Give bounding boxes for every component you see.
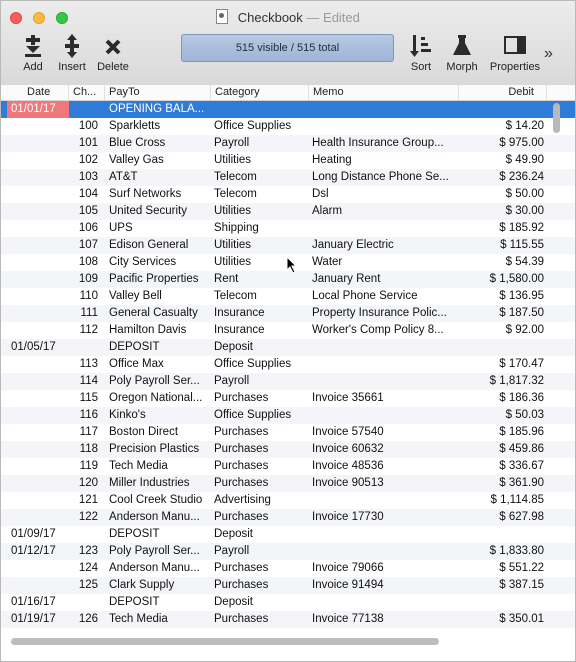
cell-memo: January Electric bbox=[312, 239, 394, 251]
cell-date: 01/19/17 bbox=[11, 613, 56, 625]
column-header-debit[interactable]: Debit bbox=[459, 85, 547, 100]
cell-date bbox=[11, 509, 69, 526]
cell-date bbox=[11, 577, 69, 594]
column-header-check[interactable]: Ch... bbox=[69, 85, 105, 100]
cell-payto: Kinko's bbox=[109, 409, 146, 421]
cell-date bbox=[11, 203, 69, 220]
cell-date: 01/01/17 bbox=[7, 101, 69, 118]
cell-check-number: 108 bbox=[78, 256, 98, 268]
cell-category: Office Supplies bbox=[214, 409, 292, 421]
cell-debit: $ 1,114.85 bbox=[490, 494, 544, 506]
cell-debit: $ 92.00 bbox=[505, 324, 544, 336]
cell-debit: $ 136.95 bbox=[499, 290, 544, 302]
cell-category: Telecom bbox=[214, 290, 257, 302]
delete-x-icon bbox=[103, 33, 123, 59]
cell-memo bbox=[312, 594, 457, 611]
cell-payto: Office Max bbox=[109, 358, 164, 370]
cell-debit: $ 1,817.32 bbox=[489, 375, 544, 387]
table-row[interactable] bbox=[1, 118, 575, 135]
cell-debit bbox=[459, 339, 544, 356]
table-row[interactable] bbox=[1, 560, 575, 577]
cell-category: Telecom bbox=[214, 188, 257, 200]
cell-debit: $ 187.50 bbox=[499, 307, 544, 319]
cell-date bbox=[11, 560, 69, 577]
table-row[interactable] bbox=[1, 220, 575, 237]
toolbar-overflow-chevron-icon[interactable]: » bbox=[544, 45, 553, 62]
cell-payto: United Security bbox=[109, 205, 187, 217]
table-row[interactable] bbox=[1, 186, 575, 203]
cell-date bbox=[11, 169, 69, 186]
cell-memo bbox=[312, 220, 457, 237]
cell-debit: $ 387.15 bbox=[499, 579, 544, 591]
table-row[interactable] bbox=[1, 322, 575, 339]
cell-payto: Poly Payroll Ser... bbox=[109, 375, 200, 387]
cell-payto: Oregon National... bbox=[109, 392, 203, 404]
cell-check-number: 122 bbox=[78, 511, 98, 523]
cell-memo bbox=[312, 373, 457, 390]
table-row[interactable] bbox=[1, 543, 575, 560]
cell-memo: Invoice 79066 bbox=[312, 562, 384, 574]
cell-check-number: 120 bbox=[78, 477, 98, 489]
cell-memo bbox=[312, 101, 457, 118]
visible-count-display: 515 visible / 515 total bbox=[181, 34, 394, 62]
mouse-pointer-icon bbox=[286, 256, 298, 274]
table-row[interactable] bbox=[1, 305, 575, 322]
cell-category: Telecom bbox=[214, 171, 257, 183]
table-body bbox=[1, 101, 575, 628]
cell-category: Office Supplies bbox=[214, 120, 292, 132]
add-button-label: Add bbox=[23, 61, 43, 73]
window-title: Checkbook bbox=[237, 10, 303, 25]
cell-memo: Health Insurance Group... bbox=[312, 137, 444, 149]
cell-debit: $ 14.20 bbox=[505, 120, 544, 132]
table-row[interactable] bbox=[1, 475, 575, 492]
cell-debit bbox=[459, 594, 544, 611]
table-row[interactable] bbox=[1, 407, 575, 424]
cell-check-number: 114 bbox=[79, 375, 98, 387]
cell-payto: Poly Payroll Ser... bbox=[109, 545, 200, 557]
sort-button-label: Sort bbox=[410, 61, 432, 73]
column-header-category[interactable]: Category bbox=[211, 85, 309, 100]
cell-date bbox=[11, 186, 69, 203]
cell-memo bbox=[312, 407, 457, 424]
cell-payto: DEPOSIT bbox=[109, 528, 160, 540]
cell-check-number: 107 bbox=[78, 239, 98, 251]
cell-category: Purchases bbox=[214, 392, 269, 404]
cell-memo bbox=[312, 492, 457, 509]
cell-payto: Valley Bell bbox=[109, 290, 162, 302]
cell-memo: Local Phone Service bbox=[312, 290, 418, 302]
cell-payto: DEPOSIT bbox=[109, 596, 160, 608]
cell-date bbox=[11, 424, 69, 441]
cell-check-number bbox=[71, 101, 98, 118]
cell-check-number: 101 bbox=[78, 137, 98, 149]
cell-check-number bbox=[71, 526, 98, 543]
cell-memo: Invoice 60632 bbox=[312, 443, 384, 455]
cell-check-number: 113 bbox=[79, 358, 98, 370]
cell-date: 01/16/17 bbox=[11, 596, 56, 608]
cell-payto: Tech Media bbox=[109, 460, 168, 472]
cell-memo bbox=[312, 356, 457, 373]
cell-date bbox=[11, 152, 69, 169]
cell-memo bbox=[312, 543, 457, 560]
document-icon bbox=[216, 9, 228, 24]
cell-memo: Property Insurance Polic... bbox=[312, 307, 447, 319]
cell-memo bbox=[312, 118, 457, 135]
cell-category: Payroll bbox=[214, 545, 250, 557]
table-row[interactable] bbox=[1, 611, 575, 628]
cell-check-number: 111 bbox=[80, 307, 98, 319]
cell-memo: Heating bbox=[312, 154, 352, 166]
cell-category: Payroll bbox=[214, 137, 250, 149]
cell-payto: Boston Direct bbox=[109, 426, 179, 438]
cell-debit: $ 115.55 bbox=[500, 239, 544, 251]
cell-check-number: 115 bbox=[79, 392, 98, 404]
cell-debit: $ 185.96 bbox=[499, 426, 544, 438]
cell-debit: $ 185.92 bbox=[499, 222, 544, 234]
cell-payto: UPS bbox=[109, 222, 133, 234]
table-row[interactable] bbox=[1, 203, 575, 220]
cell-date: 01/12/17 bbox=[11, 545, 56, 557]
table-row-selected[interactable] bbox=[1, 101, 575, 118]
cell-memo: Invoice 90513 bbox=[312, 477, 384, 489]
cell-memo: Invoice 77138 bbox=[312, 613, 384, 625]
cell-category: Utilities bbox=[214, 239, 252, 251]
cell-debit: $ 50.03 bbox=[505, 409, 544, 421]
cell-check-number: 121 bbox=[78, 494, 98, 506]
cell-debit: $ 1,580.00 bbox=[489, 273, 544, 285]
horizontal-scrollbar[interactable] bbox=[11, 638, 561, 648]
cell-payto: Tech Media bbox=[109, 613, 168, 625]
cell-debit: $ 170.47 bbox=[499, 358, 544, 370]
table-row[interactable] bbox=[1, 424, 575, 441]
cell-debit: $ 627.98 bbox=[499, 511, 544, 523]
cell-category: Insurance bbox=[214, 324, 265, 336]
table-row[interactable] bbox=[1, 594, 575, 611]
cell-category: Purchases bbox=[214, 613, 269, 625]
cell-debit: $ 975.00 bbox=[499, 137, 544, 149]
window-edited-status: — Edited bbox=[306, 10, 360, 25]
cell-debit: $ 49.90 bbox=[505, 154, 544, 166]
cell-category: Purchases bbox=[214, 443, 269, 455]
cell-debit: $ 459.86 bbox=[499, 443, 544, 455]
cell-payto: Anderson Manu... bbox=[109, 511, 200, 523]
cell-category bbox=[214, 101, 308, 118]
cell-date bbox=[11, 237, 69, 254]
table-row[interactable] bbox=[1, 373, 575, 390]
insert-button-label: Insert bbox=[58, 61, 86, 73]
cell-debit: $ 1,833.80 bbox=[489, 545, 544, 557]
cell-payto: Cool Creek Studio bbox=[109, 494, 203, 506]
cell-payto: Pacific Properties bbox=[109, 273, 199, 285]
cell-date: 01/09/17 bbox=[11, 528, 56, 540]
cell-category: Deposit bbox=[214, 596, 253, 608]
cell-payto: Valley Gas bbox=[109, 154, 164, 166]
cell-check-number: 100 bbox=[78, 120, 98, 132]
cell-payto: OPENING BALA... bbox=[109, 103, 205, 115]
cell-check-number: 104 bbox=[78, 188, 98, 200]
cell-date bbox=[11, 373, 69, 390]
table-row[interactable] bbox=[1, 526, 575, 543]
morph-button[interactable] bbox=[443, 33, 481, 73]
cell-check-number: 103 bbox=[78, 171, 98, 183]
delete-button-label: Delete bbox=[97, 61, 129, 73]
checkbook-table bbox=[1, 85, 575, 637]
cell-check-number: 110 bbox=[79, 290, 98, 302]
cell-date bbox=[11, 288, 69, 305]
cell-date bbox=[11, 305, 69, 322]
sort-icon bbox=[410, 33, 432, 59]
cell-category: Utilities bbox=[214, 205, 252, 217]
delete-button[interactable] bbox=[95, 33, 131, 73]
column-header-date[interactable]: Date bbox=[7, 85, 69, 100]
cell-debit: $ 336.67 bbox=[499, 460, 544, 472]
cell-category: Purchases bbox=[214, 477, 269, 489]
sort-button[interactable] bbox=[405, 33, 437, 73]
cell-check-number: 117 bbox=[79, 426, 98, 438]
cell-category: Payroll bbox=[214, 375, 250, 387]
cell-date bbox=[11, 135, 69, 152]
add-record-icon bbox=[23, 33, 43, 59]
morph-button-label: Morph bbox=[446, 61, 478, 73]
cell-date bbox=[11, 475, 69, 492]
cell-category: Purchases bbox=[214, 426, 269, 438]
column-header-memo[interactable]: Memo bbox=[309, 85, 459, 100]
table-row[interactable] bbox=[1, 356, 575, 373]
cell-payto: Precision Plastics bbox=[109, 443, 200, 455]
cell-check-number: 123 bbox=[78, 545, 98, 557]
table-row[interactable] bbox=[1, 509, 575, 526]
insert-record-icon bbox=[62, 33, 82, 59]
cell-memo: Alarm bbox=[312, 205, 343, 217]
cell-debit: $ 551.22 bbox=[499, 562, 544, 574]
cell-check-number: 124 bbox=[78, 562, 98, 574]
cell-debit: $ 236.24 bbox=[499, 171, 544, 183]
cell-date bbox=[11, 441, 69, 458]
cell-memo bbox=[312, 339, 457, 356]
cell-memo: Invoice 57540 bbox=[312, 426, 384, 438]
cell-payto: DEPOSIT bbox=[109, 341, 160, 353]
cell-memo: Invoice 17730 bbox=[312, 511, 384, 523]
table-row[interactable] bbox=[1, 339, 575, 356]
cell-category: Deposit bbox=[214, 528, 253, 540]
cell-check-number: 116 bbox=[79, 409, 98, 421]
cell-check-number: 105 bbox=[78, 205, 98, 217]
add-button[interactable] bbox=[17, 33, 49, 73]
cell-date bbox=[11, 322, 69, 339]
cell-debit: $ 350.01 bbox=[499, 613, 544, 625]
cell-check-number: 126 bbox=[78, 613, 98, 625]
cell-check-number: 106 bbox=[78, 222, 98, 234]
cell-memo: Invoice 35661 bbox=[312, 392, 384, 404]
cell-category: Deposit bbox=[214, 341, 253, 353]
cell-payto: City Services bbox=[109, 256, 177, 268]
cell-payto: Clark Supply bbox=[109, 579, 175, 591]
table-row[interactable] bbox=[1, 441, 575, 458]
cell-payto: Blue Cross bbox=[109, 137, 166, 149]
cell-check-number bbox=[71, 594, 98, 611]
cell-date: 01/05/17 bbox=[11, 341, 56, 353]
cell-date bbox=[11, 356, 69, 373]
cell-debit: $ 30.00 bbox=[505, 205, 544, 217]
cell-check-number: 112 bbox=[79, 324, 98, 336]
cell-payto: Hamilton Davis bbox=[109, 324, 187, 336]
table-header bbox=[1, 85, 575, 101]
cell-date bbox=[11, 254, 69, 271]
table-row[interactable] bbox=[1, 135, 575, 152]
cell-payto: Sparkletts bbox=[109, 120, 161, 132]
cell-payto: Anderson Manu... bbox=[109, 562, 200, 574]
cell-memo: Invoice 91494 bbox=[312, 579, 384, 591]
cell-check-number: 125 bbox=[78, 579, 98, 591]
table-row[interactable] bbox=[1, 390, 575, 407]
table-row[interactable] bbox=[1, 288, 575, 305]
cell-memo bbox=[312, 526, 457, 543]
cell-category: Purchases bbox=[214, 460, 269, 472]
cell-payto: AT&T bbox=[109, 171, 138, 183]
cell-date bbox=[11, 118, 69, 135]
cell-category: Purchases bbox=[214, 579, 269, 591]
cell-debit: $ 361.90 bbox=[499, 477, 544, 489]
cell-category: Advertising bbox=[214, 494, 271, 506]
cell-date bbox=[11, 390, 69, 407]
cell-check-number: 118 bbox=[79, 443, 98, 455]
table-row[interactable] bbox=[1, 577, 575, 594]
cell-date bbox=[11, 220, 69, 237]
table-row[interactable] bbox=[1, 152, 575, 169]
vertical-scrollbar[interactable] bbox=[549, 101, 563, 633]
cell-category: Utilities bbox=[214, 154, 252, 166]
cell-date bbox=[11, 407, 69, 424]
cell-category: Purchases bbox=[214, 562, 269, 574]
cell-date bbox=[11, 492, 69, 509]
cell-check-number: 102 bbox=[78, 154, 98, 166]
cell-debit: $ 50.00 bbox=[505, 188, 544, 200]
cell-date bbox=[11, 458, 69, 475]
table-row[interactable] bbox=[1, 458, 575, 475]
cell-category: Purchases bbox=[214, 511, 269, 523]
cell-category: Insurance bbox=[214, 307, 265, 319]
properties-panel-icon bbox=[503, 33, 527, 59]
horizontal-scroll-thumb[interactable] bbox=[11, 638, 439, 645]
cell-memo: Long Distance Phone Se... bbox=[312, 171, 449, 183]
cell-category: Office Supplies bbox=[214, 358, 292, 370]
toolbar bbox=[1, 1, 575, 86]
cell-debit bbox=[459, 101, 544, 118]
cell-memo: Invoice 48536 bbox=[312, 460, 384, 472]
cell-date bbox=[11, 271, 69, 288]
cell-payto: Edison General bbox=[109, 239, 189, 251]
cell-payto: Miller Industries bbox=[109, 477, 190, 489]
cell-debit bbox=[459, 526, 544, 543]
table-row[interactable] bbox=[1, 169, 575, 186]
cell-payto: General Casualty bbox=[109, 307, 198, 319]
cell-memo: Dsl bbox=[312, 188, 329, 200]
vertical-scroll-thumb[interactable] bbox=[553, 103, 560, 133]
cell-check-number bbox=[71, 339, 98, 356]
cell-check-number: 109 bbox=[78, 273, 98, 285]
cell-debit: $ 54.39 bbox=[505, 256, 544, 268]
cell-payto: Surf Networks bbox=[109, 188, 182, 200]
cell-category: Rent bbox=[214, 273, 239, 285]
properties-button-label: Properties bbox=[489, 61, 541, 73]
cell-category: Shipping bbox=[214, 222, 259, 234]
cell-memo: Water bbox=[312, 256, 343, 268]
window-title-bar bbox=[1, 9, 575, 25]
flask-icon bbox=[451, 33, 473, 59]
cell-memo: Worker's Comp Policy 8... bbox=[312, 324, 444, 336]
table-row[interactable] bbox=[1, 492, 575, 509]
cell-debit: $ 186.36 bbox=[499, 392, 544, 404]
cell-check-number: 119 bbox=[79, 460, 98, 472]
table-row[interactable] bbox=[1, 237, 575, 254]
insert-button[interactable] bbox=[55, 33, 89, 73]
properties-button[interactable] bbox=[487, 33, 543, 73]
cell-category: Utilities bbox=[214, 256, 252, 268]
cell-memo: January Rent bbox=[312, 273, 381, 285]
column-header-payto[interactable]: PayTo bbox=[105, 85, 211, 100]
